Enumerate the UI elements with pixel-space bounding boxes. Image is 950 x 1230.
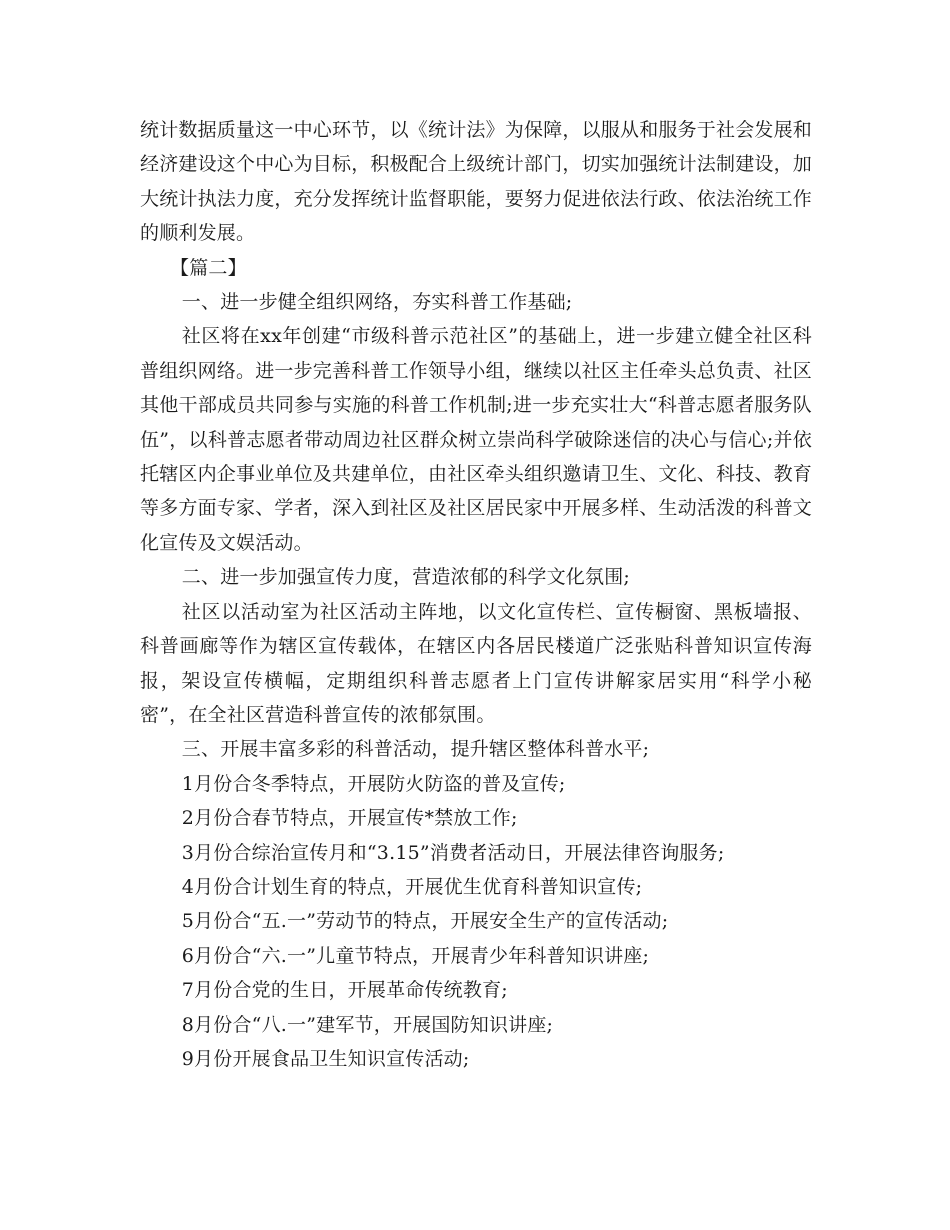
- paragraph-body-2: 社区以活动室为社区活动主阵地，以文化宣传栏、宣传橱窗、黑板墙报、科普画廊等作为辖区宣传载体，在辖区内各居民楼道广泛张贴科普知识宣传海报，架设宣传横幅，定期组织科普志愿者上门宣传讲解家居实用“科学小秘密”，在全社区营造科普宣传的浓郁氛围。: [140, 600, 812, 726]
- month-item: 5月份合“五.一”劳动节的特点，开展安全生产的宣传活动;: [181, 910, 669, 933]
- month-item: 1月份合冬季特点，开展防火防盗的普及宣传;: [181, 772, 566, 795]
- month-item: 9月份开展食品卫生知识宣传活动;: [181, 1047, 470, 1070]
- month-item: 6月份合“六.一”儿童节特点，开展青少年科普知识讲座;: [181, 944, 650, 967]
- month-item: 2月份合春节特点，开展宣传*禁放工作;: [181, 807, 518, 830]
- item-heading-1: 一、进一步健全组织网络，夯实科普工作基础;: [181, 291, 573, 314]
- item-heading-3: 三、开展丰富多彩的科普活动，提升辖区整体科普水平;: [181, 738, 650, 761]
- month-item: 7月份合党的生日，开展革命传统教育;: [181, 979, 508, 1002]
- paragraph-body-1: 社区将在xx年创建“市级科普示范社区”的基础上，进一步建立健全社区科普组织网络。进一步完善科普工作领导小组，继续以社区主任牵头总负责、社区其他干部成员共同参与实施的科普工作机制;进一步充实壮大“科普志愿者服务队伍”，以科普志愿者带动周边社区群众树立崇尚科学破除迷信的决心与信心;并依托辖区内企事业单位及共建单位，由社区牵头组织邀请卫生、文化、科技、教育等多方面专家、学者，深入到社区及社区居民家中开展多样、生动活泼的科普文化宣传及文娱活动。: [140, 325, 813, 554]
- month-item: 3月份合综治宣传月和“3.15”消费者活动日，开展法律咨询服务;: [181, 841, 725, 864]
- paragraph-intro: 统计数据质量这一中心环节，以《统计法》为保障，以服从和服务于社会发展和经济建设这个中心为目标，积极配合上级统计部门，切实加强统计法制建设，加大统计执法力度，充分发挥统计监督职能，要努力促进依法行政、依法治统工作的顺利发展。: [140, 119, 813, 245]
- document-body: [140, 113, 812, 1076]
- section-heading: 【篇二】: [170, 256, 247, 279]
- month-item: 4月份合计划生育的特点，开展优生优育科普知识宣传;: [181, 875, 643, 898]
- month-item: 8月份合“八.一”建军节，开展国防知识讲座;: [181, 1013, 554, 1036]
- item-heading-2: 二、进一步加强宣传力度，营造浓郁的科学文化氛围;: [181, 566, 630, 589]
